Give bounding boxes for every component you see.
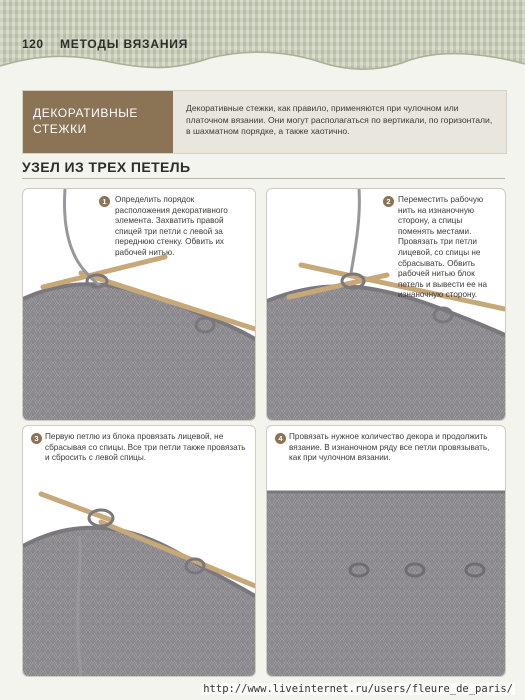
step-panel-4 xyxy=(266,425,506,677)
step-number-badge: 2 xyxy=(383,196,394,207)
section-divider xyxy=(22,178,505,179)
section-title: УЗЕЛ ИЗ ТРЕХ ПЕТЕЛЬ xyxy=(22,159,191,175)
source-watermark: http://www.liveinternet.ru/users/fleure_de_paris/ xyxy=(203,683,513,695)
step-1-text: Определить порядок расположения декоративного элемента. Захватить правой спицей три петли с левой за переднюю стенку. Обвить их рабочей нитью. xyxy=(115,195,228,257)
scalloped-edge xyxy=(0,48,525,82)
header-band xyxy=(0,0,525,82)
step-2-text: Переместить рабочую нить на изнаночную сторону, а спицы поменять местами. Провязать три петли лицевой, со спицы не сбрасывать. Обвить рабочей нитью блок петель и вывести ее на изнаночную сторону. xyxy=(398,195,488,300)
intro-text: Декоративные стежки, как правило, применяются при чулочном или платочном вязании. Они могут располагаться по вертикали, по горизонтали, в шахматном порядке, а также хаотично. xyxy=(186,103,493,136)
page-number: 120 xyxy=(22,37,44,51)
step-4-text: Провязать нужное количество декора и продолжить вязание. В изнаночном ряду все петли провязывать, как при чулочном вязании. xyxy=(289,432,490,463)
step-panel-2 xyxy=(266,188,506,421)
step-panel-3 xyxy=(22,425,256,677)
running-head: МЕТОДЫ ВЯЗАНИЯ xyxy=(60,37,189,51)
step-panel-1 xyxy=(22,188,256,421)
intro-title-line1: ДЕКОРАТИВНЫЕ xyxy=(33,106,139,120)
intro-title-box xyxy=(23,91,173,153)
step-number-badge: 1 xyxy=(99,196,110,207)
step-number-badge: 4 xyxy=(275,433,286,444)
intro-title xyxy=(33,105,168,137)
step-3-text: Первую петлю из блока провязать лицевой, не сбрасывая со спицы. Все три петли также провязать и сбросить с левой спицы. xyxy=(45,432,246,463)
intro-box xyxy=(22,90,507,154)
intro-title-line2: СТЕЖКИ xyxy=(33,122,87,136)
step-number-badge: 3 xyxy=(31,433,42,444)
